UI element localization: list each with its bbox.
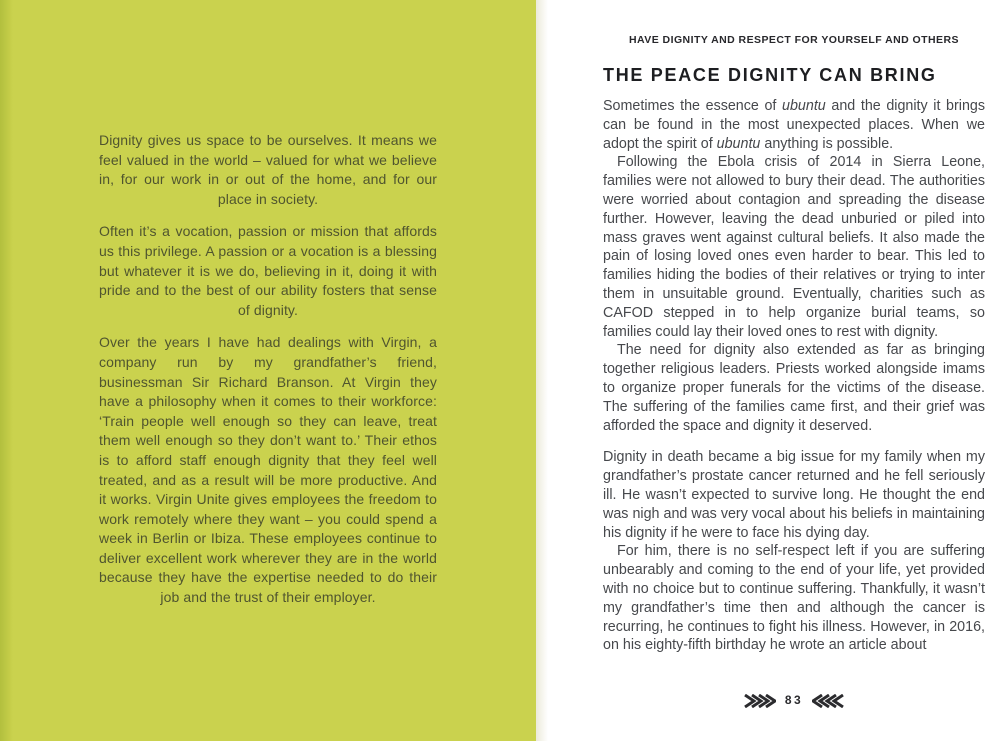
section-heading: THE PEACE DIGNITY CAN BRING <box>603 65 937 85</box>
body-paragraph-1: Sometimes the essence of ubuntu and the dignity it brings can be found in the most unexpected places. When we adopt the spirit of ubuntu anything is possible. <box>603 98 985 152</box>
left-paragraph-3: Over the years I have had dealings with Virgin, a company run by my grandfather’s friend, businessman Sir Richard Branson. At Virgin they have a philosophy when it comes to their workforce: ‘Train people well enough so they can leave, treat them well enough so they don’t want to.’ Their ethos is to afford staff enough dignity that they feel well treated, and as a result will be more productive. And it works. Virgin Unite gives employees the freedom to work remotely where they want – you could spend a week in Berlin or Ibiza. These employees continue to deliver excellent work wherever they are in the world because they have the expertise needed to do their job and the trust of their employer. <box>99 334 437 606</box>
page-number: 83 <box>784 693 804 707</box>
left-paragraph-1: Dignity gives us space to be ourselves. It means we feel valued in the world – valued for what we believe in, for our work in or out of the home, and for our place in society. <box>99 132 437 207</box>
body-paragraph-3: The need for dignity also extended as far as bringing together religious leaders. Priests worked alongside imams to organize proper funerals for the victims of the disease. The suffering of the families came first, and their grief was afforded the space and dignity it deserved. <box>603 342 985 434</box>
body-paragraph-4: Dignity in death became a big issue for my family when my grandfather’s prostate cancer returned and he fell seriously ill. He wasn’t expected to survive long. He thought the end was nigh and was very vocal about his beliefs in maintaining his dignity if he were to face his dying day. <box>603 449 985 541</box>
page-footer <box>603 694 985 708</box>
right-page <box>536 0 1000 741</box>
triple-chevron-right-icon <box>743 694 776 708</box>
right-page-content <box>536 34 1000 655</box>
page-edge-shading <box>0 0 13 741</box>
running-header: HAVE DIGNITY AND RESPECT FOR YOURSELF AND OTHERS <box>628 34 960 46</box>
left-paragraph-2: Often it’s a vocation, passion or mission that affords us this privilege. A passion or a vocation is a blessing but whatever it is we do, believing in it, doing it with pride and to the best of our ability fosters that sense of dignity. <box>99 223 437 318</box>
body-text <box>603 97 985 655</box>
body-paragraph-2: Following the Ebola crisis of 2014 in Sierra Leone, families were not allowed to bury their dead. The authorities were worried about contagion and spreading the disease further. However, leaving the dead unburied or piled into mass graves went against cultural beliefs. It also made the pain of losing loved ones even harder to bear. This led to families hiding the bodies of their relatives or trying to inter them in unsuitable ground. Eventually, charities such as CAFOD stepped in to help organize burial teams, so families could lay their loved ones to rest with dignity. <box>603 154 985 340</box>
triple-chevron-left-icon <box>812 694 845 708</box>
left-page-text-block <box>99 131 437 608</box>
body-paragraph-5: For him, there is no self-respect left if you are suffering unbearably and coming to the end of your life, yet provided with no choice but to continue suffering. Thankfully, it wasn’t my grandfather’s time then and although the cancer is recurring, he continues to fight his illness. However, in 2016, on his eighty-fifth birthday he wrote an article about <box>603 543 985 654</box>
